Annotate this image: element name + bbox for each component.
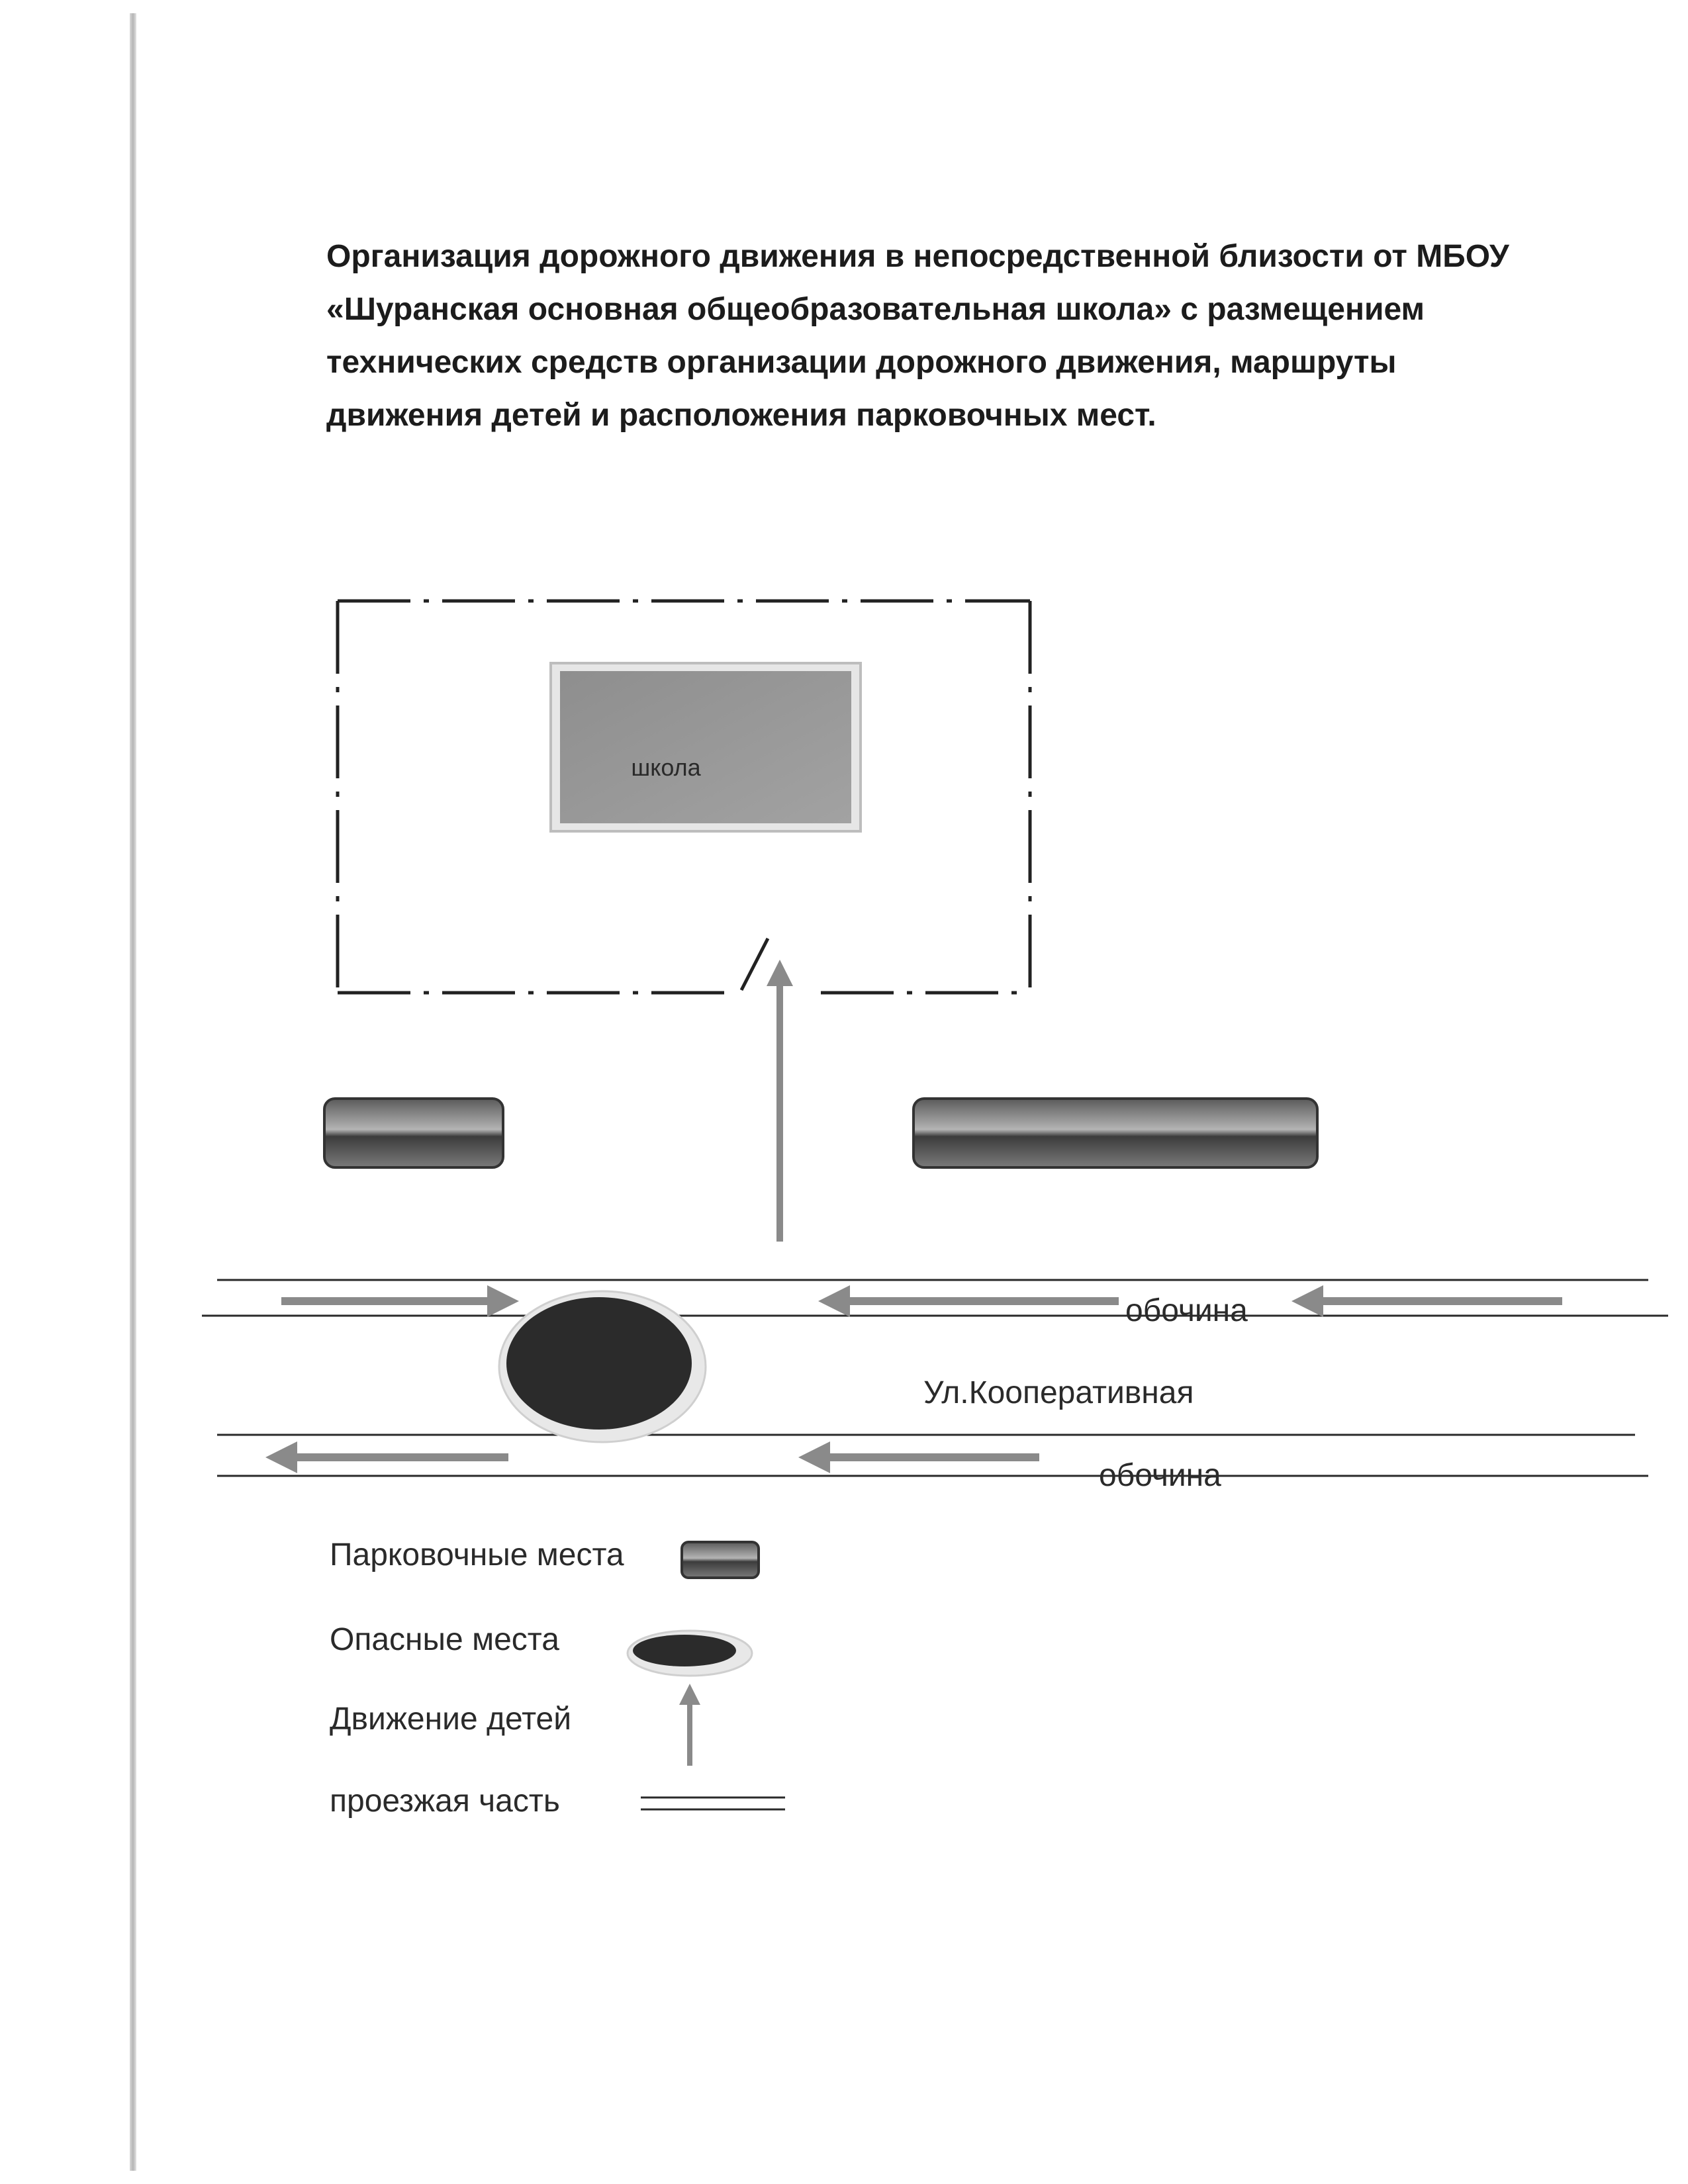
title-line-4: движения детей и расположения парковочных мест. [326, 398, 1156, 433]
school-building [551, 663, 861, 831]
school-label: школа [631, 754, 701, 781]
street-name-label: Ул.Кооперативная [923, 1375, 1194, 1410]
legend-roadway-label: проезжая часть [330, 1784, 560, 1819]
shoulder-label-top: обочина [1125, 1293, 1248, 1328]
legend-danger-symbol [628, 1631, 752, 1676]
legend-parking-label: Парковочные места [330, 1537, 624, 1572]
title-line-1: Организация дорожного движения в непосредственной близости от МБОУ [326, 239, 1509, 274]
title-line-2: «Шуранская основная общеобразовательная школа» с размещением [326, 292, 1425, 327]
parking-place-right [914, 1099, 1317, 1167]
legend-parking-symbol [682, 1542, 759, 1578]
legend-roadway-symbol [641, 1797, 785, 1809]
school-gate [741, 938, 768, 990]
title-line-3: технических средств организации дорожного движения, маршруты [326, 345, 1397, 380]
dangerous-place [499, 1291, 706, 1442]
shoulder-label-bottom: обочина [1099, 1458, 1221, 1493]
parking-place-left [324, 1099, 503, 1167]
legend-children-route-label: Движение детей [330, 1702, 572, 1737]
legend-danger-label: Опасные места [330, 1622, 559, 1657]
